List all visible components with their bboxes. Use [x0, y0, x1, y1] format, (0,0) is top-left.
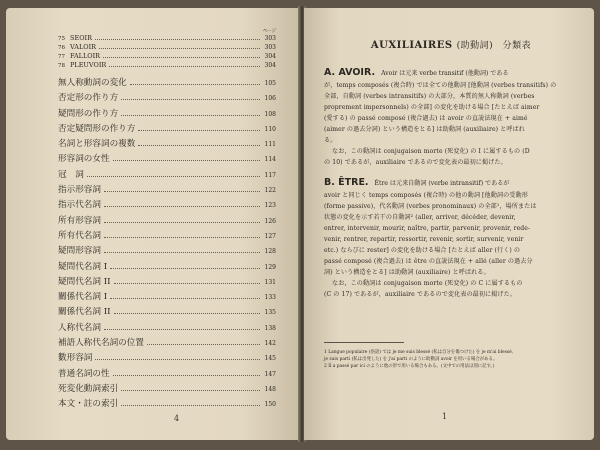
- footnote-line: 1 Langue populaire (俗語) では je me suis blessé (私は自分を傷つけた) を je m'ai blessé,: [324, 350, 514, 355]
- toc-leader: [138, 145, 260, 146]
- toc-section-row: [58, 152, 276, 167]
- toc-leader: [95, 359, 260, 360]
- toc-item-page: 303: [264, 44, 276, 51]
- section-b-heading: [324, 177, 578, 188]
- toc-section-title: 死変化動詞索引: [58, 383, 119, 394]
- toc-section-page: 128: [264, 248, 276, 256]
- section-b-line: なお，この動詞は conjugaison morte (死変化) の C に属するもの: [332, 280, 523, 287]
- toc-section-page: 117: [264, 171, 276, 179]
- section-a-line: 全部，自動詞 (verbes intransitifs) の大部分，本質的無人称動詞 (verbes: [324, 93, 535, 100]
- toc-section-page: 122: [264, 187, 276, 195]
- section-b-line: avoir と同じく temps composés (複合時) の他の動詞 [他動詞の受動形: [324, 192, 528, 199]
- toc-section-title: 疑問代名詞 I: [58, 261, 108, 272]
- toc-section-title: 無人称動詞の変化: [58, 78, 127, 88]
- section-a-note: なお，この動詞は conjugaison morte (死変化) の I に属するもの (D: [332, 148, 530, 155]
- section-b-line: 状態の変化を示す若干の自動詞² (aller, arriver, décéder, devenir,: [324, 214, 516, 221]
- toc-item-row: [58, 34, 276, 43]
- section-a-line: (愛する) の passé composé (複合過去) は avoir の直説法現在 + aimé: [324, 115, 528, 122]
- toc-section-page: 111: [264, 141, 276, 149]
- toc-section-page: 138: [264, 324, 276, 332]
- toc-item-title: FALLOIR: [70, 52, 101, 60]
- toc-section-row: [58, 321, 276, 336]
- toc-leader: [113, 160, 260, 161]
- toc-item-row: [58, 61, 276, 70]
- title-latin: AUXILIAIRES: [370, 40, 453, 51]
- toc-section-title: 本文・註の索引: [58, 399, 119, 410]
- toc-leader: [104, 252, 260, 253]
- left-page: [6, 8, 300, 440]
- toc-section-page: 148: [264, 385, 276, 393]
- toc-section-title: 冠 詞: [58, 169, 84, 180]
- toc-item-title: PLEUVOIR: [70, 61, 107, 69]
- toc-section-row: [58, 198, 276, 213]
- section-a-body: [324, 80, 578, 146]
- toc-leader: [121, 99, 260, 100]
- toc-section-page: 114: [264, 156, 276, 164]
- toc-section-row: [58, 214, 276, 229]
- toc-section-row: [58, 229, 276, 244]
- toc-leader: [103, 57, 260, 58]
- section-a-line-0: Avoir は元来 verbe transitif (他動詞) である: [381, 70, 509, 77]
- toc-section-page: 147: [264, 370, 276, 378]
- toc-item-number: 77: [58, 54, 65, 60]
- toc-leader: [104, 237, 260, 238]
- toc-leader: [121, 390, 260, 391]
- toc-item-page: 304: [264, 62, 276, 69]
- toc-section-title: 數形容詞: [58, 353, 93, 364]
- toc-section-row: [58, 244, 276, 259]
- toc-leader: [138, 130, 260, 131]
- toc-section-row: [58, 351, 276, 366]
- section-b-line-0: Être は元来自動詞 (verbe intransitif) であるが: [374, 180, 510, 187]
- section-b-line: 詞) という構造をとる] は助動詞 (auxiliaire) と呼ばれる。: [324, 269, 490, 276]
- section-a-heading: [324, 67, 578, 78]
- toc-section-row: [58, 122, 276, 137]
- toc-section-page: 127: [264, 232, 276, 240]
- toc-section-row: [58, 91, 276, 106]
- toc-section-row: [58, 397, 276, 412]
- toc-leader: [147, 344, 260, 345]
- right-folio: 1: [442, 412, 448, 421]
- toc-section-title: 否定疑問形の作り方: [58, 123, 136, 134]
- toc-section-title: 否定形の作り方: [58, 93, 119, 104]
- toc-section-page: 129: [264, 263, 276, 271]
- toc-section-row: [58, 183, 276, 198]
- toc-leader: [114, 313, 261, 314]
- section-a-line: proprement impersonnels) の全部] の変化を助ける場合 [たとえば aimer: [324, 104, 540, 111]
- page-title: [324, 38, 578, 51]
- toc-leader: [121, 115, 260, 116]
- toc-section-page: 110: [264, 125, 276, 133]
- toc-item-page: 303: [264, 35, 276, 42]
- toc-section-row: [58, 107, 276, 122]
- toc-section-title: 所有代名詞: [58, 230, 101, 241]
- section-a-line: が，temps composés (複合時) では全ての他動詞 [他動詞 (verbes transitifs) の: [324, 82, 557, 89]
- toc-section-title: 補語人称代名詞の位置: [58, 338, 144, 349]
- toc-section-title: 形容詞の女性: [58, 154, 110, 165]
- toc-section-page: 108: [264, 110, 276, 118]
- open-book: [2, 2, 596, 446]
- section-b-line: (C の 17) であるが，auxiliaire であるので変化表の最初に掲げた。: [324, 291, 517, 298]
- toc-section-row: [58, 137, 276, 152]
- toc-leader: [104, 206, 260, 207]
- toc-section-title: 疑問代名詞 II: [58, 276, 111, 287]
- toc-item-number: 78: [58, 63, 65, 69]
- toc-section-page: 133: [264, 294, 276, 302]
- right-page: [304, 8, 594, 440]
- toc-section-row: [58, 275, 276, 290]
- toc-section-title: 疑問形の作り方: [58, 108, 119, 119]
- toc-item-title: VALOIR: [70, 43, 97, 51]
- section-b-line: etc.) ならびに rester] の変化を助ける場合 [たとえば aller (行く) の: [324, 247, 521, 254]
- toc-leader: [95, 39, 260, 40]
- toc-section-row: [58, 168, 276, 183]
- toc-leader: [99, 48, 260, 49]
- section-a-note-cont: の 10) であるが，auxiliaire であるので変化表の最初に掲げた。: [324, 159, 507, 166]
- section-b-line: passé composé (複合過去) は être の直説法現在 + allé (aller の過去分: [324, 258, 533, 265]
- toc-section-row: [58, 336, 276, 351]
- toc-section-page: 123: [264, 202, 276, 210]
- toc-section-row: [58, 367, 276, 382]
- toc-leader: [114, 283, 261, 284]
- toc-section-row: [58, 290, 276, 305]
- toc-section-title: 所有形容詞: [58, 215, 101, 226]
- footnote-line: 2 Il a passé par ici のように他の形で用いる場合もある。(文中での用法は別に記す。): [324, 364, 495, 369]
- toc-item-row: [58, 43, 276, 52]
- title-japanese: (助動詞) 分類表: [456, 41, 532, 51]
- toc-section-row: [58, 382, 276, 397]
- toc-section-title: 普通名詞の性: [58, 368, 110, 379]
- section-b-line: (forme passive)，代名動詞 (verbes pronominaux) の全部¹，場所または: [324, 203, 537, 210]
- page-column-header: ページ: [262, 29, 276, 34]
- toc-section-page: 106: [264, 95, 276, 103]
- toc-section-title: 關係代名詞 I: [58, 292, 108, 303]
- toc-section-row: [58, 76, 276, 91]
- toc-leader: [110, 268, 260, 269]
- toc-section-title: 名詞と形容詞の複数: [58, 139, 136, 150]
- table-of-contents: [58, 28, 276, 413]
- toc-section-page: 150: [264, 401, 276, 409]
- toc-section-page: 142: [264, 340, 276, 348]
- toc-section-title: 人称代名詞: [58, 322, 101, 333]
- toc-leader: [113, 375, 260, 376]
- toc-section-row: [58, 305, 276, 320]
- toc-section-title: 關係代名詞 II: [58, 307, 111, 318]
- toc-section-page: 105: [264, 80, 276, 87]
- toc-section-page: 126: [264, 217, 276, 225]
- section-b-line: venir, rentrer, repartir, ressortir, revenir, sortir, survenir, venir: [324, 236, 524, 243]
- toc-leader: [104, 222, 260, 223]
- section-a-line: る。: [324, 137, 337, 144]
- toc-leader: [121, 405, 260, 406]
- section-b-body: [324, 190, 578, 300]
- toc-leader: [110, 298, 260, 299]
- toc-item-page: 304: [264, 53, 276, 60]
- toc-item-number: 75: [58, 36, 65, 42]
- toc-item-number: 76: [58, 45, 65, 51]
- toc-leader: [87, 176, 260, 177]
- toc-section-title: 指示形容詞: [58, 185, 101, 196]
- section-b-line: entrer, intervenir, mourir, naître, partir, parvenir, provenir, rede-: [324, 225, 531, 232]
- toc-leader: [109, 66, 260, 67]
- toc-leader: [130, 84, 260, 85]
- left-folio: 4: [174, 414, 180, 423]
- toc-section-page: 145: [264, 355, 276, 363]
- toc-section-page: 131: [264, 278, 276, 286]
- footnotes: [324, 349, 578, 370]
- toc-item-title: SEOIR: [70, 34, 92, 42]
- section-a-label: A. AVOIR.: [324, 67, 376, 78]
- footnote-line: je suis parti (私は出発した) を j'ai parti のように助動詞 avoir を用いる場合がある。: [324, 357, 498, 362]
- toc-item-row: [58, 52, 276, 61]
- footnote-rule: [324, 342, 404, 343]
- toc-section-page: 135: [264, 309, 276, 317]
- toc-leader: [104, 191, 260, 192]
- toc-section-title: 指示代名詞: [58, 200, 101, 211]
- section-a-line: (aimer の過去分詞) という構造をとる] は助動詞 (auxiliaire) と呼ばれ: [324, 126, 525, 133]
- toc-section-row: [58, 260, 276, 275]
- toc-leader: [104, 329, 260, 330]
- section-b-label: B. ÊTRE.: [324, 177, 369, 188]
- toc-section-title: 疑問形容詞: [58, 246, 101, 257]
